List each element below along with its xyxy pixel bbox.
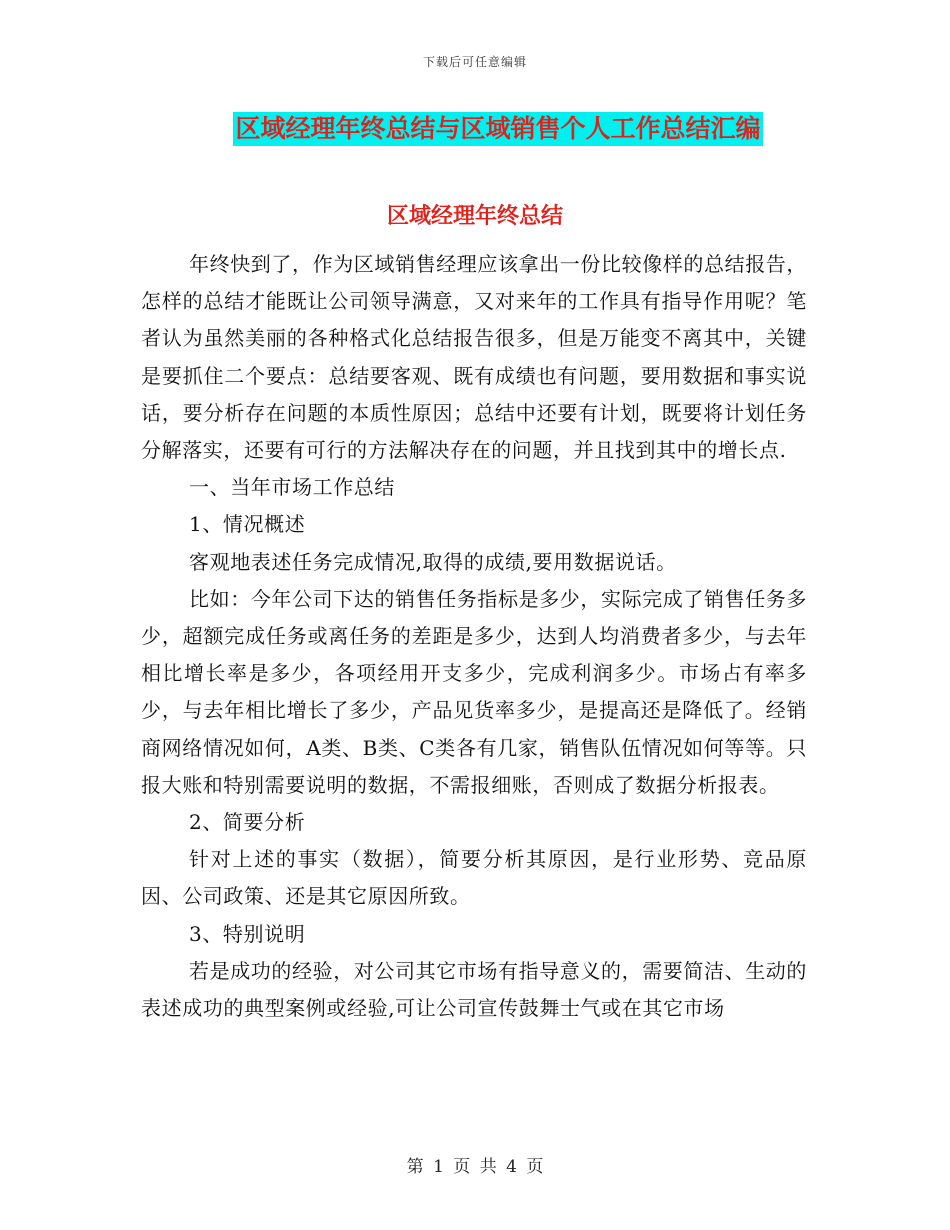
paragraph-example: 比如：今年公司下达的销售任务指标是多少，实际完成了销售任务多少，超额完成任务或离任务的差距是多少，达到人均消费者多少，与去年相比增长率是多少，各项经用开支多少，完成利润多少。市场占有率多少，与去年相比增长了多少，产品见货率多少，是提高还是降低了。经销商网络情况如何，A类、B类、C类各有几家，销售队伍情况如何等等。只报大账和特别需要说明的数据，不需报细账，否则成了数据分析报表。	[141, 586, 807, 797]
heading-analysis: 2、简要分析	[189, 810, 306, 835]
header-note: 下载后可任意编辑	[422, 55, 527, 69]
paragraph-special-note: 若是成功的经验，对公司其它市场有指导意义的，需要简洁、生动的表述成功的典型案例或经验,可让公司宣传鼓舞士气或在其它市场	[141, 958, 807, 1021]
paragraph-overview: 客观地表述任务完成情况,取得的成绩,要用数据说话。	[189, 549, 677, 574]
heading-section-1: 一、当年市场工作总结	[189, 475, 395, 500]
paragraph-intro: 年终快到了，作为区域销售经理应该拿出一份比较像样的总结报告，怎样的总结才能既让公司领导满意，又对来年的工作具有指导作用呢？笔者认为虽然美丽的各种格式化总结报告很多，但是万能变不离其中，关键是要抓住二个要点：总结要客观、既有成绩也有问题，要用数据和事实说话，要分析存在问题的本质性原因；总结中还要有计划，既要将计划任务分解落实，还要有可行的方法解决存在的问题，并且找到其中的增长点.	[141, 252, 807, 463]
page-number-footer: 第 1 页 共 4 页	[406, 1157, 544, 1177]
section-title: 区域经理年终总结	[386, 204, 563, 229]
main-title-container	[0, 112, 950, 146]
main-title: 区域经理年终总结与区域销售个人工作总结汇编	[233, 112, 762, 146]
heading-overview: 1、情况概述	[189, 512, 306, 537]
heading-special-note: 3、特别说明	[189, 921, 306, 946]
document-body	[141, 246, 807, 1027]
paragraph-analysis: 针对上述的事实（数据），简要分析其原因，是行业形势、竞品原因、公司政策、还是其它原因所致。	[141, 847, 807, 909]
